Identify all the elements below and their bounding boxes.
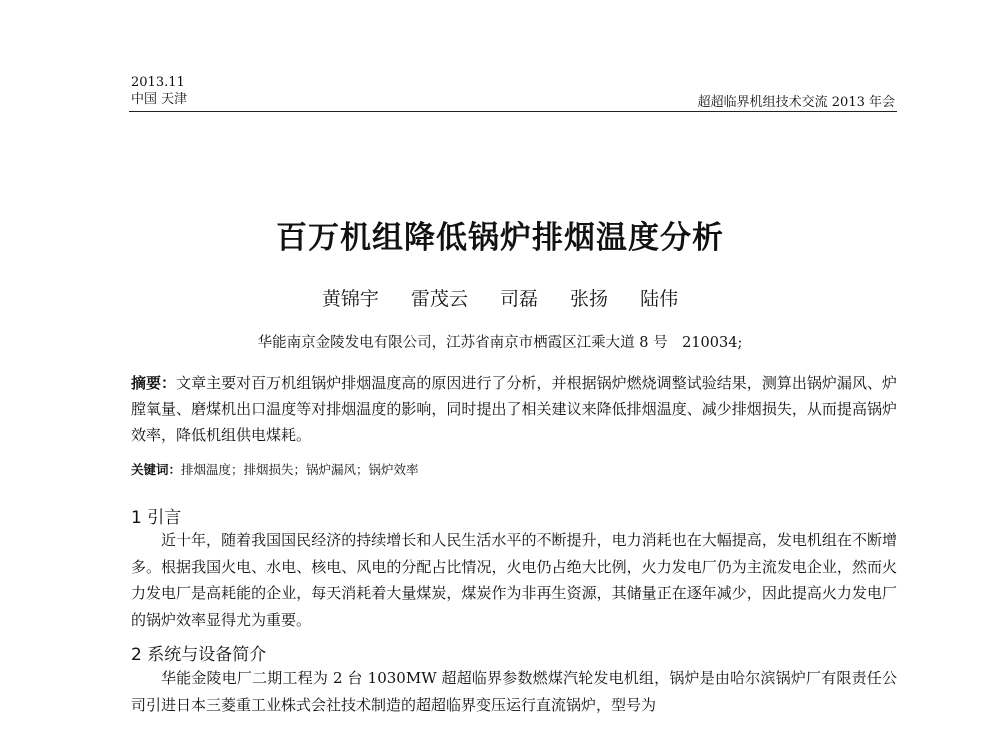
- keywords-text: 排烟温度；排烟损失；锅炉漏风；锅炉效率: [181, 462, 419, 477]
- paper-title: 百万机组降低锅炉排烟温度分析: [276, 220, 724, 256]
- header-rule: [129, 111, 897, 112]
- author-1: 黄锦宇: [321, 288, 379, 310]
- author-4: 张扬: [570, 288, 609, 310]
- abstract-label: 摘要：: [131, 374, 177, 392]
- section-heading-intro: 1 引言: [131, 508, 182, 528]
- author-list: [0, 284, 1000, 311]
- author-5: 陆伟: [640, 288, 679, 310]
- section-text-system: 华能金陵电厂二期工程为 2 台 1030MW 超超临界参数燃煤汽轮发电机组，锅炉是由哈尔滨锅炉厂有限责任公司引进日本三菱重工业株式会社技术制造的超超临界变压运行直流锅炉，型号为: [131, 669, 897, 714]
- section-text-intro: 近十年，随着我国国民经济的持续增长和人民生活水平的不断提升，电力消耗也在大幅提高，发电机组在不断增多。根据我国火电、水电、核电、风电的分配占比情况，火电仍占绝大比例，火力发电厂仍为主流发电企业，然而火力发电厂是高耗能的企业，每天消耗着大量煤炭，煤炭作为非再生资源，其储量正在逐年减少，因此提高火力发电厂的锅炉效率显得尤为重要。: [131, 531, 897, 629]
- author-3: 司磊: [499, 288, 538, 310]
- header-date: 2013.11: [131, 75, 185, 90]
- author-2: 雷茂云: [410, 288, 468, 310]
- section-heading-system: 2 系统与设备简介: [131, 645, 267, 665]
- header-location: 中国 天津: [131, 92, 188, 107]
- keywords: [131, 460, 419, 478]
- header-conference: 超超临界机组技术交流 2013 年会: [697, 95, 895, 110]
- abstract: [131, 370, 897, 448]
- keywords-label: 关键词：: [131, 462, 182, 477]
- affiliation: 华能南京金陵发电有限公司，江苏省南京市栖霞区江乘大道 8 号 210034;: [257, 335, 743, 351]
- header-left: [131, 74, 187, 108]
- abstract-text: 文章主要对百万机组锅炉排烟温度高的原因进行了分析，并根据锅炉燃烧调整试验结果，测算出锅炉漏风、炉膛氧量、磨煤机出口温度等对排烟温度的影响，同时提出了相关建议来降低排烟温度、减少排烟损失，从而提高锅炉效率，降低机组供电煤耗。: [131, 374, 897, 444]
